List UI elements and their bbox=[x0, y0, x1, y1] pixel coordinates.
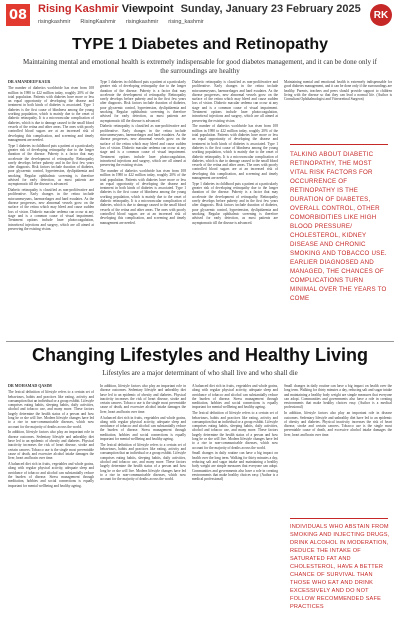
article2-column-2 bbox=[100, 384, 186, 638]
article2-text: Small changes in daily routine can have a big impact on health over the long term. Walking for thirty minutes a day, reducing salt and sugar intake and maintaining a healthy body weight are simple measures that everyone can adopt. Communities and governments also have a role in creating environments that make healthy choices easy. (Author is a medical professional) bbox=[192, 451, 278, 482]
article2-text: In addition, lifestyle factors also play an important role in disease outcomes. Sedentary lifestyle and unhealthy diet have led to an epidemic of obesity and diabetes. Physical inactivity increases the risk of heart disease, stroke and certain cancers. Tobacco use is the single most preventable cause of death, and excessive alcohol intake damages the liver, heart and brain over time. bbox=[8, 430, 94, 461]
article1-text: Maintaining mental and emotional health is extremely indispensable for good diabetes management, and it can be done only if the surroundings are healthy. Parents, teachers and peers should provide support to children living with the disease so that they can lead a normal life. (Author is Consultant Ophthalmologist and Vitreoretinal Surgeon) bbox=[284, 80, 392, 102]
article2-pullquote: INDIVIDUALS WHO ABSTAIN FROM SMOKING AND INJECTING DRUGS, DRINK ALCOHOL IN MODERATION, REDUCE THE INTAKE OF SATURATED FAT AND CHOLESTEROL, HAVE A BETTER CHANCE OF SURVIVAL THAN THOSE WHO EAT AND DRINK EXCESSIVELY AND DO NOT FOLLOW RECOMMENDED SAFE PRACTICES bbox=[290, 524, 390, 610]
article1-text: Diabetic retinopathy is classified as non-proliferative and proliferative. Early changes in the retina include microaneurysms, haemorrhages and hard exudates. As the disease progresses, new abnormal vessels grow on the surface of the retina which may bleed and cause sudden loss of vision. Diabetic macular oedema can occur at any stage and is a common cause of visual impairment. Treatment options include laser photocoagulation, intravitreal injections and surgery, which are all aimed at preserving the existing vision. bbox=[100, 124, 186, 168]
publication-logo: RK bbox=[370, 4, 392, 26]
article1-column-3 bbox=[192, 80, 278, 338]
social-handle: risingkashmir bbox=[125, 19, 159, 25]
article1-text: Type 1 diabetes in childhood puts a patient at a particularly greater risk of developing retinopathy due to the longer duration of the disease. Puberty is a factor that may accelerate the development of retinopathy. Retinopathy rarely develops before puberty and in the first few years after diagnosis. Risk factors include duration of diabetes, poor glycaemic control, hypertension, dyslipidaemia and smoking. Regular ophthalmic screening is therefore advised for early detection, as most patients are asymptomatic till the disease is advanced. bbox=[100, 80, 186, 123]
article2-text: Small changes in daily routine can have a big impact on health over the long term. Walking for thirty minutes a day, reducing salt and sugar intake and maintaining a healthy body weight are simple measures that everyone can adopt. Communities and governments also have a role in creating environments that make healthy choices easy. (Author is a medical professional) bbox=[284, 384, 392, 410]
article2-text: A balanced diet rich in fruits, vegetables and whole grains, along with regular physical activity, adequate sleep and avoidance of tobacco and alcohol can substantially reduce the burden of disease. Stress management through meditation, hobbies and social connections is equally important for mental wellbeing and healthy ageing. bbox=[8, 462, 94, 488]
article2-text: In addition, lifestyle factors also play an important role in disease outcomes. Sedentary lifestyle and unhealthy diet have led to an epidemic of obesity and diabetes. Physical inactivity increases the risk of heart disease, stroke and certain cancers. Tobacco use is the single most preventable cause of death, and excessive alcohol intake damages the liver, heart and brain over time. bbox=[100, 384, 186, 414]
page-header bbox=[0, 0, 400, 34]
article1-text: The number of diabetics worldwide has risen from 108 million in 1980 to 422 million today, roughly 20% of the total population. Patients with diabetes have more or less an equal opportunity of developing the disease and treatment in both kinds of diabetes is associated. Type 1 diabetes is the first cause of blindness among the young working population, which is mainly due to the onset of diabetic retinopathy. It is a microvascular complication of diabetes, which is due to damage caused to the small blood vessels of the retina and other areas. The ones with poorly controlled blood sugars are at an increased risk of developing this complication, and screening and timely management are needed. bbox=[100, 168, 186, 225]
article1-text: The number of diabetics worldwide has risen from 108 million in 1980 to 422 million today, roughly 20% of the total population. Patients with diabetes have more or less an equal opportunity of developing the disease and treatment in both kinds of diabetes is associated. Type 1 diabetes is the first cause of blindness among the young working population, which is mainly due to the onset of diabetic retinopathy. It is a microvascular complication of diabetes, which is due to damage caused to the small blood vessels of the retina and other areas. The ones with poorly controlled blood sugars are at an increased risk of developing this complication, and screening and timely management are needed. bbox=[8, 86, 94, 142]
article1-text: Diabetic retinopathy is classified as non-proliferative and proliferative. Early changes in the retina include microaneurysms, haemorrhages and hard exudates. As the disease progresses, new abnormal vessels grow on the surface of the retina which may bleed and cause sudden loss of vision. Diabetic macular oedema can occur at any stage and is a common cause of visual impairment. Treatment options include laser photocoagulation, intravitreal injections and surgery, which are all aimed at preserving the existing vision. bbox=[192, 80, 278, 123]
publication-name: Rising Kashmir bbox=[38, 3, 119, 15]
article2-column-4 bbox=[284, 384, 392, 514]
masthead bbox=[38, 3, 361, 15]
article1-text: Type 1 diabetes in childhood puts a patient at a particularly greater risk of developing retinopathy due to the longer duration of the disease. Puberty is a factor that may accelerate the development of retinopathy. Retinopathy rarely develops before puberty and in the first few years after diagnosis. Risk factors include duration of diabetes, poor glycaemic control, hypertension, dyslipidaemia and smoking. Regular ophthalmic screening is therefore advised for early detection, as most patients are asymptomatic till the disease is advanced. bbox=[192, 181, 278, 225]
article2-column-3 bbox=[192, 384, 278, 638]
article2-title: Changing Lifestyles and Healthy Living bbox=[31, 345, 369, 365]
article2-text: A balanced diet rich in fruits, vegetables and whole grains, along with regular physical activity, adequate sleep and avoidance of tobacco and alcohol can substantially reduce the burden of disease. Stress management through meditation, hobbies and social connections is equally important for mental wellbeing and healthy ageing. bbox=[192, 384, 278, 410]
article2-text: In addition, lifestyle factors also play an important role in disease outcomes. Sedentary lifestyle and unhealthy diet have led to an epidemic of obesity and diabetes. Physical inactivity increases the risk of heart disease, stroke and certain cancers. Tobacco use is the single most preventable cause of death, and excessive alcohol intake damages the liver, heart and brain over time. bbox=[284, 411, 392, 437]
article1-title: TYPE 1 Diabetes and Retinopathy bbox=[71, 36, 329, 53]
article2-text: The lexical definition of lifestyle refers to a certain set of behaviours, habits and practices like eating, activity and consumption that an individual or a group exhibit. Lifestyle comprises eating habits, sleeping habits, daily activities, alcohol and tobacco use, and many more. These factors largely determine the health status of a person and how long he or she will live. Modern lifestyle changes have led to a rise in non-communicable diseases, which now account for the majority of deaths across the world. bbox=[100, 442, 186, 482]
social-handles bbox=[38, 19, 204, 25]
pullquote-rule bbox=[290, 518, 388, 519]
article1-column-1 bbox=[8, 80, 94, 338]
article2-text: A balanced diet rich in fruits, vegetables and whole grains, along with regular physical activity, adequate sleep and avoidance of tobacco and alcohol can substantially reduce the burden of disease. Stress management through meditation, hobbies and social connections is equally important for mental wellbeing and healthy ageing. bbox=[100, 415, 186, 442]
article1-pullquote: TALKING ABOUT DIABETIC RETINOPATHY, THE MOST VITAL RISK FACTORS FOR OCCURRENCE OF RETINOPATHY IS THE DURATION OF DIABETES, OVERALL CONTROL, OTHER COMORBIDITIES LIKE HIGH BLOOD PRESSURE/ CHOLESTEROL, KIDNEY DISEASE AND CHRONIC SMOKING AND TOBACCO USE. EARLIER DIAGNOSED AND MANAGED, THE CHANCES OF COMPLICATIONS TURN MINIMAL OVER THE YEARS TO COME bbox=[290, 151, 387, 302]
pullquote-rule bbox=[290, 144, 388, 145]
article1-subtitle: Maintaining mental and emotional health is extremely indispensable for good diabetes management, and it can be done only if the surroundings are healthy bbox=[23, 58, 377, 75]
social-handle: risingkashmir bbox=[38, 19, 71, 25]
issue-date: Sunday, January 23 February 2025 bbox=[180, 3, 361, 15]
section-divider bbox=[6, 341, 394, 342]
social-handle: rising_kashmir bbox=[168, 19, 204, 25]
page-number: 08 bbox=[6, 4, 30, 26]
article1-column-4 bbox=[284, 80, 392, 140]
article2-column-1 bbox=[8, 384, 94, 638]
social-handle: RisingKashmir bbox=[80, 19, 116, 25]
article2-text: The lexical definition of lifestyle refers to a certain set of behaviours, habits and practices like eating, activity and consumption that an individual or a group exhibit. Lifestyle comprises eating habits, sleeping habits, daily activities, alcohol and tobacco use, and many more. These factors largely determine the health status of a person and how long he or she will live. Modern lifestyle changes have led to a rise in non-communicable diseases, which now account for the majority of deaths across the world. bbox=[192, 411, 278, 450]
article2-text: The lexical definition of lifestyle refers to a certain set of behaviours, habits and practices like eating, activity and consumption that an individual or a group exhibit. Lifestyle comprises eating habits, sleeping habits, daily activities, alcohol and tobacco use, and many more. These factors largely determine the health status of a person and how long he or she will live. Modern lifestyle changes have led to a rise in non-communicable diseases, which now account for the majority of deaths across the world. bbox=[8, 390, 94, 429]
section-name: Viewpoint bbox=[121, 3, 174, 15]
article2-byline: DR MOHAMAD QASIM bbox=[8, 384, 52, 388]
article1-text: Type 1 diabetes in childhood puts a patient at a particularly greater risk of developing retinopathy due to the longer duration of the disease. Puberty is a factor that may accelerate the development of retinopathy. Retinopathy rarely develops before puberty and in the first few years after diagnosis. Risk factors include duration of diabetes, poor glycaemic control, hypertension, dyslipidaemia and smoking. Regular ophthalmic screening is therefore advised for early detection, as most patients are asymptomatic till the disease is advanced. bbox=[8, 143, 94, 187]
article1-byline: DR AMANDEEP KAUR bbox=[8, 80, 51, 84]
article2-subtitle: Lifestyles are a major determinant of who shall live and who shall die bbox=[102, 369, 298, 377]
article1-text: The number of diabetics worldwide has risen from 108 million in 1980 to 422 million today, roughly 20% of the total population. Patients with diabetes have more or less an equal opportunity of developing the disease and treatment in both kinds of diabetes is associated. Type 1 diabetes is the first cause of blindness among the young working population, which is mainly due to the onset of diabetic retinopathy. It is a microvascular complication of diabetes, which is due to damage caused to the small blood vessels of the retina and other areas. The ones with poorly controlled blood sugars are at an increased risk of developing this complication, and screening and timely management are needed. bbox=[192, 124, 278, 181]
article1-column-2 bbox=[100, 80, 186, 338]
article1-text: Diabetic retinopathy is classified as non-proliferative and proliferative. Early changes in the retina include microaneurysms, haemorrhages and hard exudates. As the disease progresses, new abnormal vessels grow on the surface of the retina which may bleed and cause sudden loss of vision. Diabetic macular oedema can occur at any stage and is a common cause of visual impairment. Treatment options include laser photocoagulation, intravitreal injections and surgery, which are all aimed at preserving the existing vision. bbox=[8, 188, 94, 231]
